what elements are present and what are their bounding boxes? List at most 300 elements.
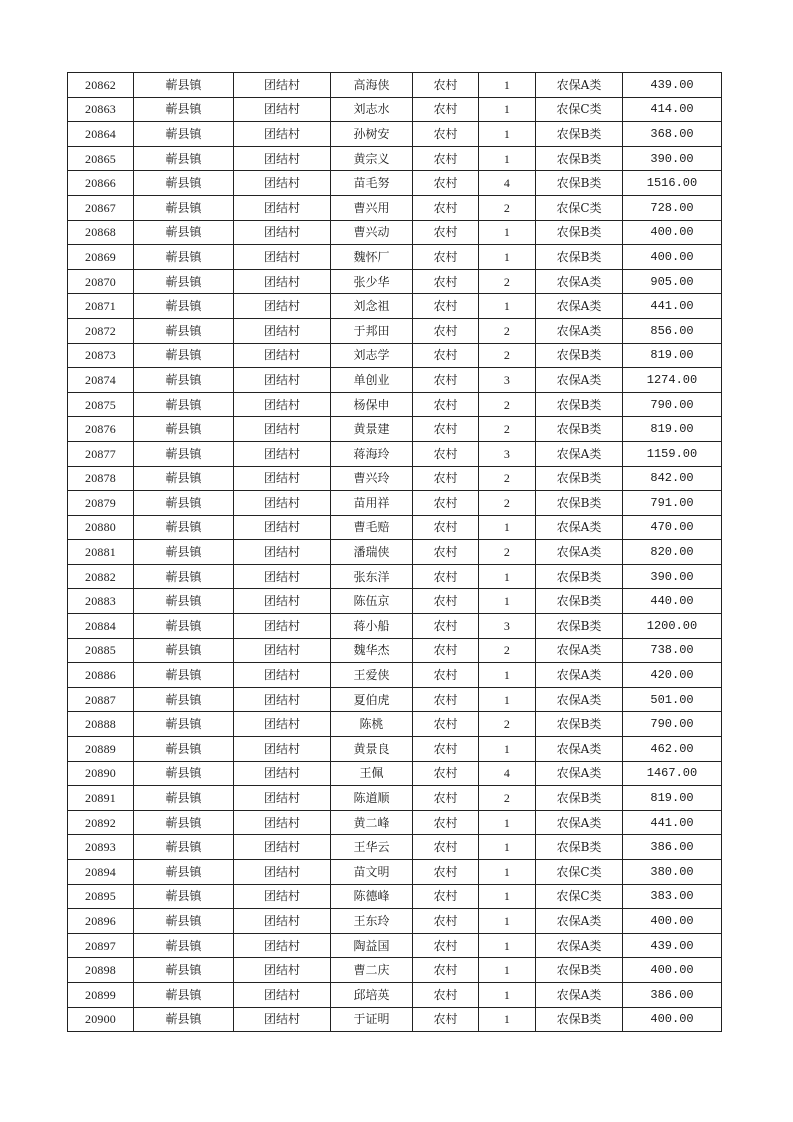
cell-category: 农保B类 [536,417,623,442]
cell-village: 团结村 [234,343,331,368]
cell-category: 农保A类 [536,761,623,786]
cell-category: 农保B类 [536,245,623,270]
cell-town: 蕲县镇 [134,73,234,98]
cell-village: 团结村 [234,195,331,220]
cell-category: 农保C类 [536,884,623,909]
cell-type: 农村 [413,687,479,712]
cell-category: 农保B类 [536,614,623,639]
cell-name: 曹兴动 [331,220,413,245]
cell-id: 20873 [68,343,134,368]
cell-village: 团结村 [234,97,331,122]
cell-id: 20891 [68,786,134,811]
cell-type: 农村 [413,220,479,245]
cell-type: 农村 [413,491,479,516]
cell-town: 蕲县镇 [134,97,234,122]
cell-amount: 400.00 [623,1007,722,1032]
table-row [68,737,722,762]
cell-type: 农村 [413,343,479,368]
cell-town: 蕲县镇 [134,392,234,417]
cell-amount: 728.00 [623,195,722,220]
cell-category: 农保B类 [536,712,623,737]
cell-id: 20880 [68,515,134,540]
cell-name: 刘志学 [331,343,413,368]
cell-category: 农保B类 [536,564,623,589]
table-row [68,540,722,565]
table-row [68,564,722,589]
cell-type: 农村 [413,441,479,466]
cell-name: 王佩 [331,761,413,786]
cell-name: 于邦田 [331,318,413,343]
cell-category: 农保B类 [536,835,623,860]
cell-category: 农保A类 [536,294,623,319]
cell-id: 20884 [68,614,134,639]
cell-count: 1 [479,97,536,122]
cell-count: 2 [479,786,536,811]
cell-village: 团结村 [234,269,331,294]
cell-type: 农村 [413,540,479,565]
cell-village: 团结村 [234,958,331,983]
cell-amount: 790.00 [623,392,722,417]
cell-type: 农村 [413,982,479,1007]
cell-village: 团结村 [234,860,331,885]
cell-town: 蕲县镇 [134,933,234,958]
cell-amount: 462.00 [623,737,722,762]
cell-id: 20888 [68,712,134,737]
cell-category: 农保B类 [536,171,623,196]
table-row [68,638,722,663]
table-row [68,294,722,319]
table-row [68,417,722,442]
cell-village: 团结村 [234,564,331,589]
cell-category: 农保B类 [536,392,623,417]
cell-village: 团结村 [234,638,331,663]
cell-name: 蒋小船 [331,614,413,639]
cell-amount: 905.00 [623,269,722,294]
cell-count: 2 [479,195,536,220]
cell-town: 蕲县镇 [134,810,234,835]
table-row [68,392,722,417]
cell-town: 蕲县镇 [134,638,234,663]
cell-name: 陈德峰 [331,884,413,909]
cell-village: 团结村 [234,466,331,491]
cell-category: 农保B类 [536,343,623,368]
table-row [68,958,722,983]
cell-name: 陈道顺 [331,786,413,811]
cell-type: 农村 [413,737,479,762]
cell-id: 20881 [68,540,134,565]
cell-amount: 386.00 [623,835,722,860]
cell-name: 黄景良 [331,737,413,762]
cell-count: 1 [479,245,536,270]
cell-village: 团结村 [234,614,331,639]
cell-type: 农村 [413,712,479,737]
cell-village: 团结村 [234,318,331,343]
cell-id: 20865 [68,146,134,171]
cell-town: 蕲县镇 [134,220,234,245]
cell-town: 蕲县镇 [134,958,234,983]
cell-name: 曹兴用 [331,195,413,220]
cell-name: 苗毛努 [331,171,413,196]
cell-amount: 1200.00 [623,614,722,639]
cell-category: 农保A类 [536,540,623,565]
cell-type: 农村 [413,1007,479,1032]
cell-count: 1 [479,835,536,860]
cell-name: 张东洋 [331,564,413,589]
cell-count: 1 [479,909,536,934]
cell-village: 团结村 [234,171,331,196]
cell-category: 农保C类 [536,860,623,885]
cell-id: 20867 [68,195,134,220]
cell-amount: 842.00 [623,466,722,491]
cell-village: 团结村 [234,1007,331,1032]
table-row [68,195,722,220]
table-row [68,318,722,343]
table-row [68,441,722,466]
cell-amount: 856.00 [623,318,722,343]
cell-count: 2 [479,540,536,565]
cell-count: 1 [479,122,536,147]
cell-category: 农保B类 [536,589,623,614]
cell-type: 农村 [413,909,479,934]
cell-type: 农村 [413,269,479,294]
cell-id: 20887 [68,687,134,712]
cell-id: 20889 [68,737,134,762]
cell-amount: 400.00 [623,958,722,983]
cell-village: 团结村 [234,146,331,171]
cell-type: 农村 [413,318,479,343]
cell-name: 刘志水 [331,97,413,122]
cell-town: 蕲县镇 [134,860,234,885]
cell-name: 陈桃 [331,712,413,737]
cell-name: 高海侠 [331,73,413,98]
cell-count: 3 [479,441,536,466]
cell-count: 2 [479,466,536,491]
table-row [68,491,722,516]
cell-id: 20896 [68,909,134,934]
cell-name: 单创业 [331,368,413,393]
cell-type: 农村 [413,245,479,270]
table-row [68,982,722,1007]
cell-category: 农保B类 [536,958,623,983]
cell-village: 团结村 [234,982,331,1007]
cell-amount: 501.00 [623,687,722,712]
cell-id: 20878 [68,466,134,491]
cell-count: 1 [479,294,536,319]
table-row [68,761,722,786]
cell-town: 蕲县镇 [134,712,234,737]
cell-category: 农保A类 [536,73,623,98]
cell-name: 陶益国 [331,933,413,958]
cell-id: 20870 [68,269,134,294]
roster-table [67,72,722,1032]
cell-town: 蕲县镇 [134,687,234,712]
cell-amount: 819.00 [623,786,722,811]
cell-name: 王华云 [331,835,413,860]
cell-town: 蕲县镇 [134,737,234,762]
table-row [68,220,722,245]
cell-village: 团结村 [234,491,331,516]
cell-village: 团结村 [234,712,331,737]
cell-town: 蕲县镇 [134,564,234,589]
cell-village: 团结村 [234,294,331,319]
cell-id: 20869 [68,245,134,270]
cell-amount: 390.00 [623,564,722,589]
cell-id: 20882 [68,564,134,589]
cell-name: 蒋海玲 [331,441,413,466]
cell-category: 农保B类 [536,491,623,516]
cell-id: 20876 [68,417,134,442]
cell-id: 20875 [68,392,134,417]
cell-count: 2 [479,417,536,442]
cell-count: 1 [479,933,536,958]
cell-amount: 820.00 [623,540,722,565]
cell-id: 20871 [68,294,134,319]
cell-village: 团结村 [234,761,331,786]
cell-town: 蕲县镇 [134,171,234,196]
cell-town: 蕲县镇 [134,614,234,639]
table-row [68,269,722,294]
cell-type: 农村 [413,73,479,98]
cell-amount: 819.00 [623,343,722,368]
cell-town: 蕲县镇 [134,245,234,270]
cell-category: 农保B类 [536,466,623,491]
cell-town: 蕲县镇 [134,540,234,565]
table-row [68,933,722,958]
cell-type: 农村 [413,589,479,614]
cell-category: 农保A类 [536,933,623,958]
cell-amount: 390.00 [623,146,722,171]
roster-table-body [68,73,722,1032]
cell-town: 蕲县镇 [134,441,234,466]
cell-town: 蕲县镇 [134,909,234,934]
cell-id: 20862 [68,73,134,98]
cell-name: 曹兴玲 [331,466,413,491]
cell-category: 农保B类 [536,220,623,245]
cell-name: 刘念祖 [331,294,413,319]
cell-name: 黄景建 [331,417,413,442]
cell-amount: 386.00 [623,982,722,1007]
cell-amount: 440.00 [623,589,722,614]
cell-count: 1 [479,860,536,885]
cell-id: 20866 [68,171,134,196]
cell-village: 团结村 [234,835,331,860]
cell-type: 农村 [413,417,479,442]
cell-town: 蕲县镇 [134,195,234,220]
cell-type: 农村 [413,761,479,786]
table-row [68,614,722,639]
cell-category: 农保A类 [536,515,623,540]
cell-type: 农村 [413,663,479,688]
table-row [68,687,722,712]
cell-village: 团结村 [234,933,331,958]
cell-village: 团结村 [234,73,331,98]
cell-name: 曹毛赔 [331,515,413,540]
cell-name: 黄宗义 [331,146,413,171]
cell-type: 农村 [413,294,479,319]
cell-name: 魏怀厂 [331,245,413,270]
table-row [68,909,722,934]
table-row [68,466,722,491]
cell-category: 农保A类 [536,687,623,712]
table-row [68,368,722,393]
cell-id: 20895 [68,884,134,909]
cell-count: 4 [479,761,536,786]
cell-name: 王爱侠 [331,663,413,688]
cell-amount: 439.00 [623,73,722,98]
cell-category: 农保B类 [536,122,623,147]
cell-id: 20898 [68,958,134,983]
cell-count: 1 [479,146,536,171]
cell-village: 团结村 [234,441,331,466]
cell-town: 蕲县镇 [134,146,234,171]
cell-amount: 368.00 [623,122,722,147]
cell-id: 20900 [68,1007,134,1032]
cell-count: 3 [479,614,536,639]
cell-amount: 1467.00 [623,761,722,786]
cell-village: 团结村 [234,540,331,565]
cell-village: 团结村 [234,220,331,245]
cell-type: 农村 [413,786,479,811]
cell-count: 1 [479,737,536,762]
cell-name: 潘瑞侠 [331,540,413,565]
cell-type: 农村 [413,466,479,491]
cell-type: 农村 [413,614,479,639]
cell-id: 20877 [68,441,134,466]
cell-id: 20899 [68,982,134,1007]
cell-count: 2 [479,343,536,368]
cell-count: 3 [479,368,536,393]
cell-town: 蕲县镇 [134,786,234,811]
cell-category: 农保A类 [536,810,623,835]
cell-village: 团结村 [234,368,331,393]
cell-type: 农村 [413,638,479,663]
cell-town: 蕲县镇 [134,269,234,294]
cell-name: 邱培英 [331,982,413,1007]
cell-name: 魏华杰 [331,638,413,663]
cell-town: 蕲县镇 [134,1007,234,1032]
cell-amount: 791.00 [623,491,722,516]
table-row [68,122,722,147]
cell-amount: 439.00 [623,933,722,958]
cell-count: 1 [479,564,536,589]
cell-name: 苗文明 [331,860,413,885]
cell-village: 团结村 [234,909,331,934]
cell-type: 农村 [413,860,479,885]
cell-type: 农村 [413,171,479,196]
cell-category: 农保A类 [536,982,623,1007]
cell-id: 20883 [68,589,134,614]
table-row [68,786,722,811]
cell-town: 蕲县镇 [134,491,234,516]
cell-count: 2 [479,712,536,737]
table-row [68,97,722,122]
cell-id: 20885 [68,638,134,663]
cell-type: 农村 [413,835,479,860]
cell-category: 农保A类 [536,269,623,294]
cell-name: 于证明 [331,1007,413,1032]
cell-amount: 420.00 [623,663,722,688]
cell-name: 苗用祥 [331,491,413,516]
cell-amount: 1159.00 [623,441,722,466]
table-row [68,589,722,614]
table-row [68,1007,722,1032]
cell-count: 1 [479,687,536,712]
cell-id: 20897 [68,933,134,958]
cell-count: 2 [479,318,536,343]
cell-amount: 1274.00 [623,368,722,393]
cell-category: 农保C类 [536,97,623,122]
cell-count: 1 [479,515,536,540]
cell-category: 农保A类 [536,368,623,393]
cell-count: 1 [479,810,536,835]
cell-name: 张少华 [331,269,413,294]
cell-category: 农保A类 [536,638,623,663]
cell-type: 农村 [413,958,479,983]
cell-village: 团结村 [234,515,331,540]
cell-id: 20879 [68,491,134,516]
table-row [68,343,722,368]
cell-town: 蕲县镇 [134,343,234,368]
cell-town: 蕲县镇 [134,368,234,393]
cell-count: 2 [479,392,536,417]
cell-town: 蕲县镇 [134,318,234,343]
cell-type: 农村 [413,884,479,909]
cell-count: 4 [479,171,536,196]
cell-type: 农村 [413,146,479,171]
cell-type: 农村 [413,564,479,589]
cell-count: 1 [479,982,536,1007]
cell-category: 农保C类 [536,195,623,220]
cell-village: 团结村 [234,663,331,688]
cell-count: 2 [479,269,536,294]
cell-count: 1 [479,663,536,688]
cell-id: 20890 [68,761,134,786]
cell-amount: 441.00 [623,810,722,835]
cell-town: 蕲县镇 [134,761,234,786]
cell-village: 团结村 [234,810,331,835]
cell-name: 孙树安 [331,122,413,147]
cell-count: 1 [479,884,536,909]
cell-count: 1 [479,958,536,983]
cell-amount: 470.00 [623,515,722,540]
table-row [68,810,722,835]
table-row [68,860,722,885]
cell-name: 陈伍京 [331,589,413,614]
table-row [68,712,722,737]
cell-type: 农村 [413,392,479,417]
cell-category: 农保A类 [536,909,623,934]
cell-town: 蕲县镇 [134,466,234,491]
cell-id: 20864 [68,122,134,147]
cell-village: 团结村 [234,589,331,614]
cell-id: 20863 [68,97,134,122]
cell-village: 团结村 [234,737,331,762]
cell-amount: 400.00 [623,220,722,245]
cell-town: 蕲县镇 [134,122,234,147]
cell-town: 蕲县镇 [134,982,234,1007]
cell-amount: 738.00 [623,638,722,663]
cell-town: 蕲县镇 [134,515,234,540]
cell-count: 1 [479,73,536,98]
table-row [68,146,722,171]
cell-amount: 790.00 [623,712,722,737]
cell-category: 农保B类 [536,1007,623,1032]
table-row [68,835,722,860]
cell-town: 蕲县镇 [134,835,234,860]
cell-id: 20868 [68,220,134,245]
table-row [68,171,722,196]
cell-type: 农村 [413,515,479,540]
